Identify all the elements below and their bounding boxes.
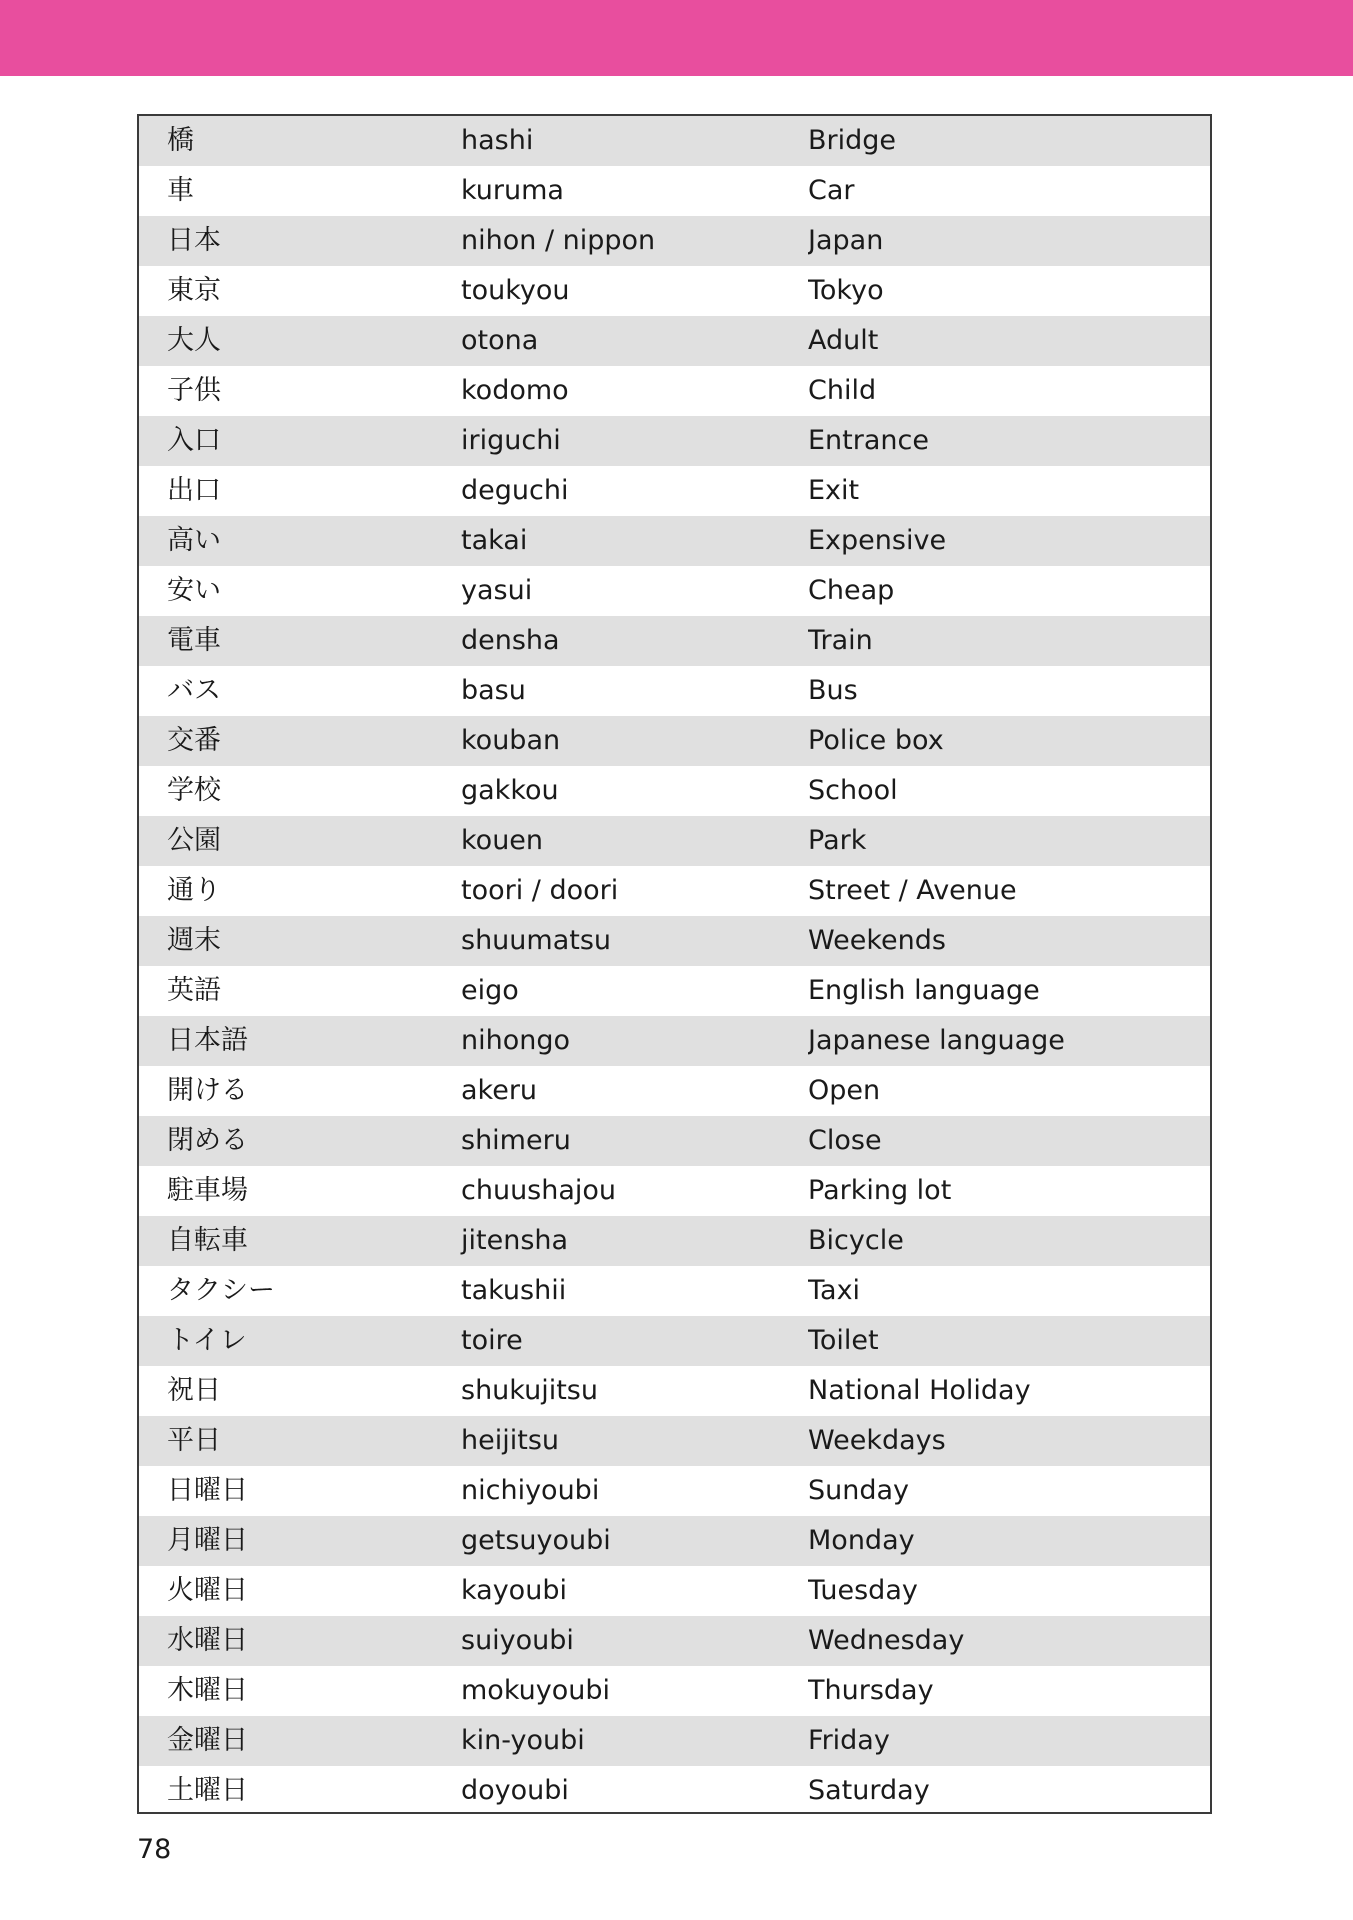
romaji-cell: mokuyoubi	[461, 1675, 610, 1706]
kanji-cell: 閉める	[167, 1125, 248, 1156]
kanji-cell: 火曜日	[167, 1575, 248, 1606]
table-row	[139, 1466, 1210, 1516]
romaji-cell: toori / doori	[461, 875, 619, 906]
kanji-cell: 東京	[167, 275, 221, 306]
english-cell: Entrance	[808, 425, 929, 456]
romaji-cell: basu	[461, 675, 526, 706]
romaji-cell: nichiyoubi	[461, 1475, 600, 1506]
kanji-cell: 電車	[167, 625, 221, 656]
romaji-cell: jitensha	[461, 1225, 569, 1256]
table-row	[139, 416, 1210, 466]
kanji-cell: 土曜日	[167, 1775, 248, 1806]
table-row	[139, 1216, 1210, 1266]
table-row	[139, 1516, 1210, 1566]
table-row	[139, 316, 1210, 366]
kanji-cell: 日曜日	[167, 1475, 248, 1506]
kanji-cell: 月曜日	[167, 1525, 248, 1556]
romaji-cell: nihon / nippon	[461, 225, 656, 256]
romaji-cell: otona	[461, 325, 539, 356]
english-cell: Police box	[808, 725, 944, 756]
romaji-cell: kodomo	[461, 375, 569, 406]
romaji-cell: takai	[461, 525, 528, 556]
table-row	[139, 516, 1210, 566]
kanji-cell: 橋	[167, 125, 194, 156]
table-row	[139, 666, 1210, 716]
kanji-cell: 交番	[167, 725, 221, 756]
kanji-cell: トイレ	[167, 1325, 247, 1356]
english-cell: Child	[808, 375, 877, 406]
table-row	[139, 1416, 1210, 1466]
kanji-cell: 高い	[167, 525, 221, 556]
table-row	[139, 1266, 1210, 1316]
romaji-cell: takushii	[461, 1275, 567, 1306]
english-cell: Weekdays	[808, 1425, 946, 1456]
table-row	[139, 916, 1210, 966]
english-cell: Car	[808, 175, 855, 206]
kanji-cell: 開ける	[167, 1075, 248, 1106]
romaji-cell: hashi	[461, 125, 534, 156]
english-cell: Expensive	[808, 525, 947, 556]
table-row	[139, 466, 1210, 516]
kanji-cell: 平日	[167, 1425, 221, 1456]
english-cell: Japanese language	[808, 1025, 1065, 1056]
english-cell: National Holiday	[808, 1375, 1031, 1406]
table-row	[139, 1066, 1210, 1116]
english-cell: Taxi	[808, 1275, 861, 1306]
kanji-cell: 出口	[167, 475, 221, 506]
romaji-cell: gakkou	[461, 775, 559, 806]
romaji-cell: kouen	[461, 825, 544, 856]
kanji-cell: 子供	[167, 375, 221, 406]
english-cell: Cheap	[808, 575, 895, 606]
english-cell: Wednesday	[808, 1625, 965, 1656]
kanji-cell: 週末	[167, 925, 221, 956]
english-cell: Bicycle	[808, 1225, 904, 1256]
table-row	[139, 1766, 1210, 1814]
english-cell: Saturday	[808, 1775, 930, 1806]
kanji-cell: 日本	[167, 225, 221, 256]
english-cell: Bridge	[808, 125, 897, 156]
table-row	[139, 266, 1210, 316]
table-row	[139, 1316, 1210, 1366]
romaji-cell: shimeru	[461, 1125, 571, 1156]
table-row	[139, 1166, 1210, 1216]
romaji-cell: iriguchi	[461, 425, 561, 456]
romaji-cell: yasui	[461, 575, 533, 606]
kanji-cell: 木曜日	[167, 1675, 248, 1706]
table-row	[139, 866, 1210, 916]
romaji-cell: shuumatsu	[461, 925, 612, 956]
english-cell: Street / Avenue	[808, 875, 1017, 906]
table-row	[139, 1366, 1210, 1416]
english-cell: Park	[808, 825, 867, 856]
english-cell: Adult	[808, 325, 879, 356]
romaji-cell: doyoubi	[461, 1775, 569, 1806]
kanji-cell: バス	[167, 675, 221, 706]
english-cell: English language	[808, 975, 1040, 1006]
kanji-cell: 学校	[167, 775, 221, 806]
kanji-cell: 祝日	[167, 1375, 221, 1406]
kanji-cell: 公園	[167, 825, 221, 856]
romaji-cell: densha	[461, 625, 560, 656]
english-cell: Train	[808, 625, 873, 656]
table-row	[139, 166, 1210, 216]
romaji-cell: getsuyoubi	[461, 1525, 611, 1556]
kanji-cell: 車	[167, 175, 194, 206]
english-cell: Exit	[808, 475, 860, 506]
kanji-cell: 自転車	[167, 1225, 248, 1256]
romaji-cell: nihongo	[461, 1025, 571, 1056]
table-row	[139, 966, 1210, 1016]
romaji-cell: shukujitsu	[461, 1375, 598, 1406]
table-row	[139, 816, 1210, 866]
english-cell: Open	[808, 1075, 881, 1106]
kanji-cell: 英語	[167, 975, 221, 1006]
romaji-cell: heijitsu	[461, 1425, 559, 1456]
english-cell: Tokyo	[808, 275, 884, 306]
kanji-cell: 駐車場	[167, 1175, 248, 1206]
kanji-cell: 日本語	[167, 1025, 248, 1056]
table-row	[139, 1716, 1210, 1766]
english-cell: Weekends	[808, 925, 946, 956]
romaji-cell: kuruma	[461, 175, 564, 206]
romaji-cell: toukyou	[461, 275, 570, 306]
romaji-cell: eigo	[461, 975, 519, 1006]
header-color-band	[0, 0, 1353, 76]
english-cell: Bus	[808, 675, 858, 706]
page-number: 78	[137, 1834, 172, 1865]
table-row	[139, 366, 1210, 416]
romaji-cell: chuushajou	[461, 1175, 617, 1206]
table-row	[139, 1016, 1210, 1066]
english-cell: Thursday	[808, 1675, 934, 1706]
table-row	[139, 766, 1210, 816]
english-cell: Toilet	[808, 1325, 879, 1356]
english-cell: School	[808, 775, 898, 806]
kanji-cell: タクシー	[167, 1275, 275, 1306]
table-row	[139, 566, 1210, 616]
english-cell: Close	[808, 1125, 882, 1156]
table-row	[139, 1666, 1210, 1716]
vocabulary-table	[137, 114, 1212, 1814]
table-row	[139, 1116, 1210, 1166]
english-cell: Sunday	[808, 1475, 910, 1506]
table-row	[139, 716, 1210, 766]
romaji-cell: akeru	[461, 1075, 538, 1106]
english-cell: Japan	[808, 225, 884, 256]
table-row	[139, 1566, 1210, 1616]
table-row	[139, 116, 1210, 166]
english-cell: Parking lot	[808, 1175, 952, 1206]
romaji-cell: deguchi	[461, 475, 569, 506]
kanji-cell: 水曜日	[167, 1625, 248, 1656]
table-row	[139, 616, 1210, 666]
english-cell: Monday	[808, 1525, 915, 1556]
romaji-cell: kin-youbi	[461, 1725, 585, 1756]
romaji-cell: suiyoubi	[461, 1625, 574, 1656]
kanji-cell: 金曜日	[167, 1725, 248, 1756]
kanji-cell: 通り	[167, 875, 221, 906]
kanji-cell: 大人	[167, 325, 221, 356]
kanji-cell: 安い	[167, 575, 221, 606]
table-row	[139, 1616, 1210, 1666]
kanji-cell: 入口	[167, 425, 221, 456]
table-row	[139, 216, 1210, 266]
english-cell: Tuesday	[808, 1575, 918, 1606]
romaji-cell: toire	[461, 1325, 523, 1356]
english-cell: Friday	[808, 1725, 890, 1756]
romaji-cell: kayoubi	[461, 1575, 567, 1606]
romaji-cell: kouban	[461, 725, 561, 756]
